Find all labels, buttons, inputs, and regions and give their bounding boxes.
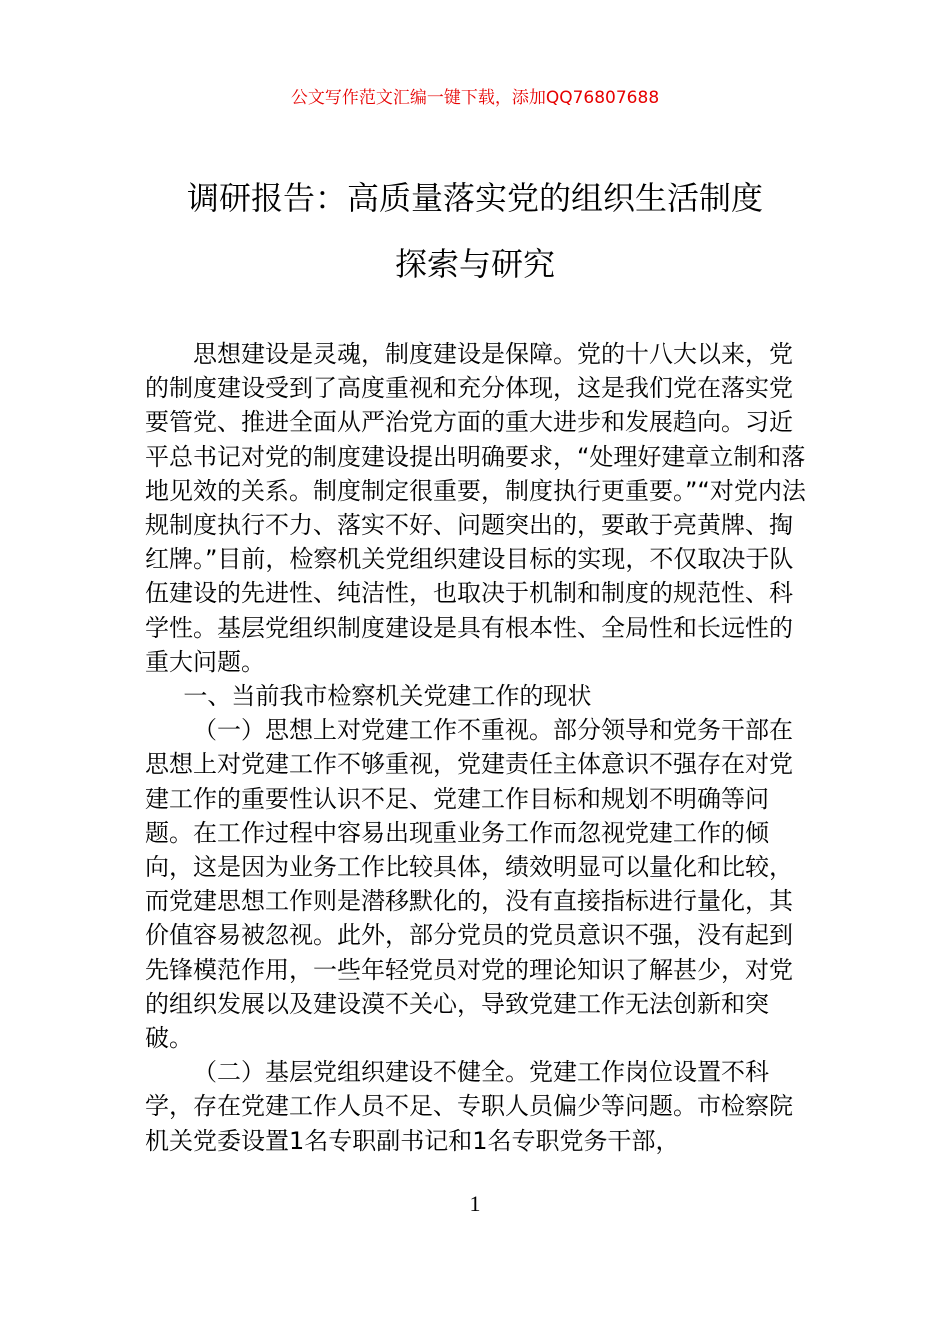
subsection-paragraph-2: （二）基层党组织建设不健全。党建工作岗位设置不科学，存在党建工作人员不足、专职人员偏少等问题。市检察院机关党委设置1名专职副书记和1名专职党务干部， [145, 1058, 793, 1155]
document-title-line-2: 探索与研究 [394, 245, 555, 283]
header-download-note: 公文写作范文汇编一键下载，添加QQ76807688 [290, 88, 660, 108]
intro-paragraph: 思想建设是灵魂，制度建设是保障。党的十八大以来，党的制度建设受到了高度重视和充分体现，这是我们党在落实党要管党、推进全面从严治党方面的重大进步和发展趋向。习近平总书记对党的制度建设提出明确要求，“处理好建章立制和落地见效的关系。制度制定很重要，制度执行更重要。”“对党内法规制度执行不力、落实不好、问题突出的，要敢于亮黄牌、掏红牌。”目前，检察机关党组织建设目标的实现，不仅取决于队伍建设的先进性、纯洁性，也取决于机制和制度的规范性、科学性。基层党组织制度建设是具有根本性、全局性和长远性的重大问题。 [145, 340, 806, 676]
subsection-paragraph-1: （一）思想上对党建工作不重视。部分领导和党务干部在思想上对党建工作不够重视，党建责任主体意识不强存在对党建工作的重要性认识不足、党建工作目标和规划不明确等问题。在工作过程中容易出现重业务工作而忽视党建工作的倾向，这是因为业务工作比较具体，绩效明显可以量化和比较，而党建思想工作则是潜移默化的，没有直接指标进行量化，其价值容易被忽视。此外，部分党员的党员意识不强，没有起到先锋模范作用，一些年轻党员对党的理论知识了解甚少，对党的组织发展以及建设漠不关心，导致党建工作无法创新和突破。 [145, 716, 793, 1053]
page-number: 1 [469, 1191, 481, 1216]
section-heading-1: 一、当前我市检察机关党建工作的现状 [183, 682, 592, 711]
document-title-line-1: 调研报告：高质量落实党的组织生活制度 [186, 179, 763, 217]
document-body [145, 337, 807, 1158]
